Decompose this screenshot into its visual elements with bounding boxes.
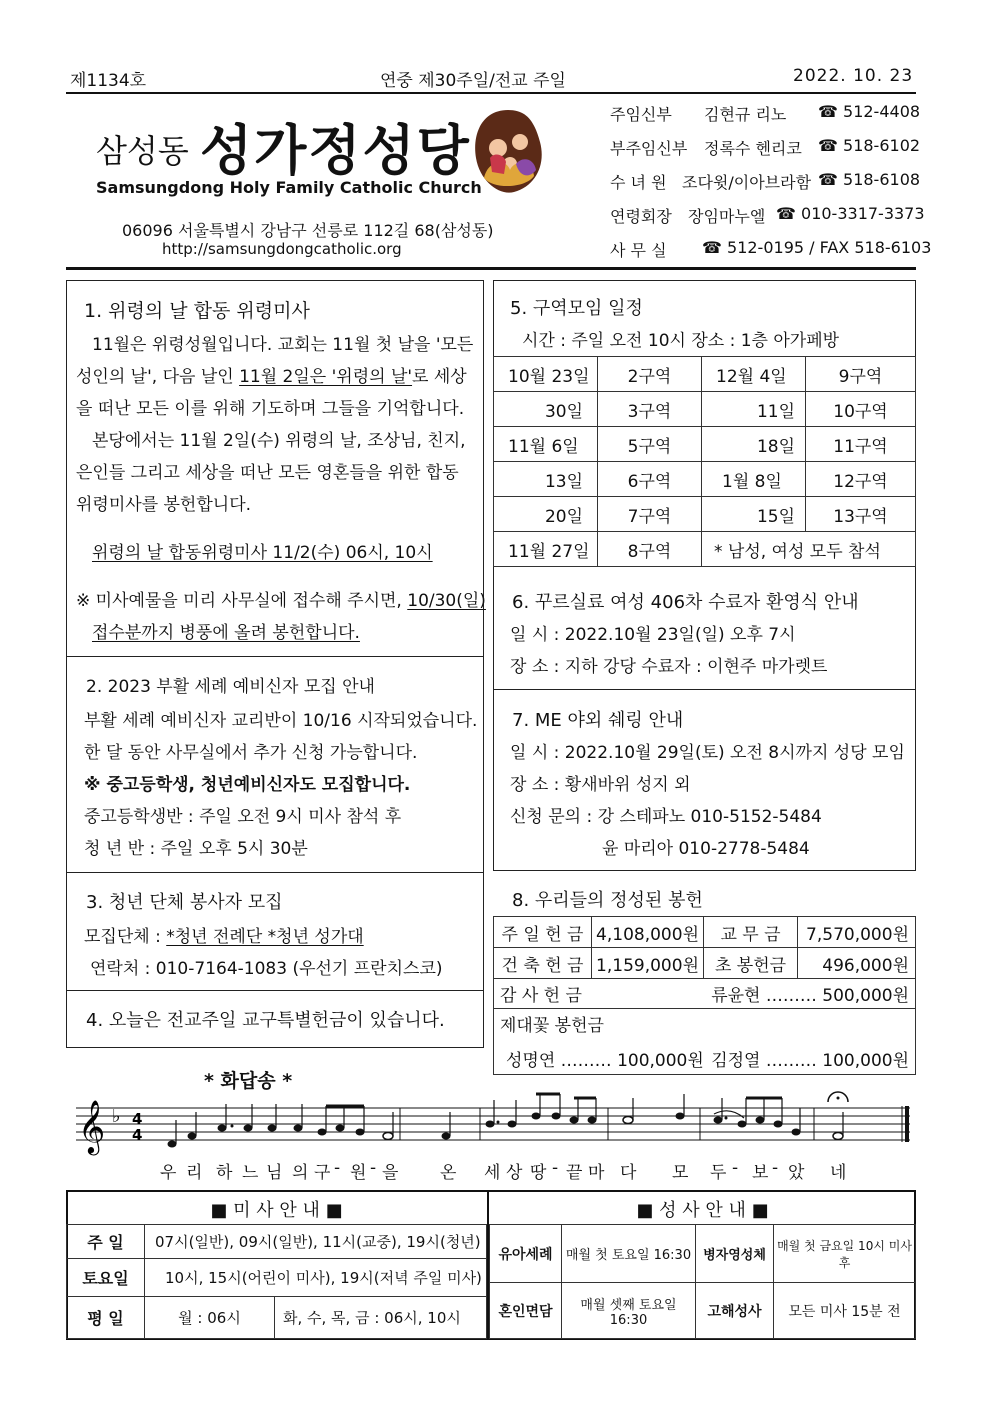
s1-line [76,362,467,387]
sched-date: 18일 [702,427,806,462]
sched-date: 11일 [702,392,806,427]
s2-line: 한 달 동안 사무실에서 추가 신청 가능합니다. [84,743,418,763]
mass-times: 07시(일반), 09시(일반), 11시(교중), 19시(청년) [145,1225,487,1259]
contact-role: 연령회장 [610,207,672,226]
s3-recruit-label: 모집단체 : [84,927,167,947]
sacrament-info-title: ■ 성 사 안 내 ■ [636,1200,769,1221]
s1-note-date: 10/30(일) [407,591,486,611]
offering-label: 주 일 헌 금 [494,917,592,948]
s5-time-place: 시간 : 주일 오전 10시 장소 : 1층 아가페방 [522,331,840,351]
sched-date: 30일 [494,392,598,427]
contact-name: 김현규 리노 [704,105,787,124]
contact-phone: ☎ 010-3317-3373 [776,204,925,223]
s1-text: 로 세상 [412,367,467,387]
sched-note: * 남성, 여성 모두 참석 [702,532,916,567]
section-8-title: 8. 우리들의 정성된 봉헌 [512,890,703,911]
offering-amount: 496,000원 [798,948,916,979]
lyric-syllable: - [732,1158,739,1178]
church-name-small: 삼성동 [96,132,189,170]
church-address: 06096 서울특별시 강남구 선릉로 112길 68(삼성동) [122,221,494,240]
lyric-syllable: 땅 [530,1163,547,1183]
s2-line: 중고등학생반 : 주일 오전 9시 미사 참석 후 [84,807,402,827]
sacrament-label: 유아세례 [490,1225,562,1283]
district-schedule [493,356,916,567]
flower-value: 성명연 ……… 100,000원 [506,1051,704,1071]
contact-name: 장임마누엘 [688,207,766,226]
sched-district: 3구역 [598,392,702,427]
thanks-value: 류윤현 ……… 500,000원 [711,986,909,1006]
lyric-syllable: 하 [216,1163,233,1183]
lyric-syllable: - [334,1158,341,1178]
sched-date: 20일 [494,497,598,532]
lyric-syllable: 원 [350,1163,367,1183]
sched-district: 5구역 [598,427,702,462]
issue-date: 2022. 10. 23 [793,66,914,86]
sched-district: 9구역 [806,357,916,392]
thanks-label: 감 사 헌 금 [500,986,582,1006]
s1-note-line2: 접수분까지 병풍에 올려 봉헌합니다. [92,623,360,643]
s1-line: 위령미사를 봉헌합니다. [76,495,252,515]
offering-label: 건 축 헌 금 [494,948,592,979]
contact-phone: ☎ 512-4408 [818,102,921,121]
sched-date: 10월 23일 [494,357,598,392]
contact-role: 주임신부 [610,105,672,124]
s3-contact: 연락처 : 010-7164-1083 (우선기 프란치스코) [90,959,443,979]
flower-label: 제대꽃 봉헌금 [500,1016,604,1036]
s1-line: 을 떠난 모든 이를 위해 기도하며 그들을 기억합니다. [76,399,465,419]
contact-role: 사 무 실 [610,241,667,260]
s1-line: 11월은 위령성월입니다. 교회는 11월 첫 날을 '모든 [92,335,474,355]
sched-date: 12월 4일 [702,357,806,392]
mass-label: 토요일 [67,1259,145,1297]
svg-text:♭: ♭ [112,1106,121,1127]
flower-value: 김정열 ……… 100,000원 [711,1051,909,1071]
contact-role: 부주임신부 [610,139,688,158]
contact-name: 정록수 헨리코 [704,139,802,158]
lyric-syllable: 우 [160,1163,177,1183]
offering-amount: 7,570,000원 [798,917,916,948]
contact-phone: ☎ 518-6102 [818,136,921,155]
s2-line: ※ 중고등학생, 청년예비신자도 모집합니다. [84,775,411,795]
lyric-syllable: 의 [292,1163,309,1183]
church-name-english: Samsungdong Holy Family Catholic Church [96,178,482,197]
lyric-syllable: 상 [506,1163,523,1183]
svg-text:𝄞: 𝄞 [78,1099,106,1153]
s7-line: 장 소 : 황새바위 성지 외 [510,775,691,795]
mass-schedule-table [66,1224,487,1339]
flower-values [500,1046,909,1071]
lyric-syllable: 세 [484,1163,501,1183]
contact-name: 조다윗/이아브라함 [682,173,812,192]
s1-text: 성인의 날', 다음 날인 [76,367,240,387]
thanks-offering-row [494,979,916,1009]
mass-info-title: ■ 미 사 안 내 ■ [210,1200,343,1221]
divider [66,872,484,873]
hymn-title: * 화답송 * [204,1070,293,1092]
sched-district: 13구역 [806,497,916,532]
sched-date: 13일 [494,462,598,497]
sacrament-label: 병자영성체 [696,1225,774,1283]
sched-district: 11구역 [806,427,916,462]
hymn-lyrics [70,1158,916,1184]
s1-line: 본당에서는 11월 2일(수) 위령의 날, 조상님, 친지, [92,431,466,451]
mass-label: 평 일 [67,1297,145,1339]
sacrament-time: 매월 첫 토요일 16:30 [562,1225,696,1283]
sched-district: 2구역 [598,357,702,392]
s1-note [76,586,486,611]
lyric-syllable: 리 [186,1163,203,1183]
s2-line: 부활 세례 예비신자 교리반이 10/16 시작되었습니다. [84,711,478,731]
lyric-syllable: 마 [588,1163,605,1183]
sched-district: 10구역 [806,392,916,427]
s7-line: 신청 문의 : 강 스테파노 010-5152-5484 [510,807,822,827]
sacrament-time: 모든 미사 15분 전 [774,1283,916,1339]
mass-times: 10시, 15시(어린이 미사), 19시(저녁 주일 미사) [145,1259,487,1297]
header-rule [66,92,916,94]
flower-offering-row [494,1009,916,1075]
sacrament-time: 매월 셋째 토요일 16:30 [562,1283,696,1339]
church-url[interactable]: http://samsungdongcatholic.org [162,240,402,258]
church-name: 성가정성당 [200,119,471,182]
sched-date: 15일 [702,497,806,532]
lyric-syllable: 다 [620,1163,637,1183]
section-7-title: 7. ME 야외 쉐링 안내 [512,710,684,731]
s1-highlight: 11월 2일은 '위령의 날' [239,367,413,387]
header-bottom-rule [66,267,916,270]
lyric-syllable: 끝 [566,1163,583,1183]
lyric-syllable: - [370,1158,377,1178]
s3-recruit-value: *청년 전례단 *청년 성가대 [166,927,364,947]
sacrament-label: 혼인면담 [490,1283,562,1339]
s7-line: 일 시 : 2022.10월 29일(토) 오전 8시까지 성당 모임 [510,743,905,763]
lyric-syllable: 았 [788,1163,805,1183]
section-1-title: 1. 위령의 날 합동 위령미사 [84,300,310,322]
lyric-syllable: 님 [266,1163,283,1183]
lyric-syllable: 네 [830,1163,847,1183]
offering-label: 초 봉헌금 [704,948,798,979]
sched-date: 1월 8일 [702,462,806,497]
section-3-title: 3. 청년 단체 봉사자 모집 [86,892,283,913]
sched-district: 7구역 [598,497,702,532]
sched-district: 12구역 [806,462,916,497]
s1-line: 은인들 그리고 세상을 떠난 모든 영혼들을 위한 합동 [76,463,459,483]
section-5-title: 5. 구역모임 일정 [510,298,643,319]
lyric-syllable: 두 [710,1163,727,1183]
lyric-syllable: 을 [382,1163,399,1183]
svg-text:4: 4 [132,1110,143,1128]
section-2-title: 2. 2023 부활 세례 예비신자 모집 안내 [86,677,375,697]
lyric-syllable: 보 [752,1163,769,1183]
music-staff [70,1086,916,1158]
sunday-title: 연중 제30주일/전교 주일 [380,71,566,91]
lyric-syllable: 구 [314,1163,331,1183]
svg-text:4: 4 [132,1126,143,1144]
offering-amount: 1,159,000원 [592,948,704,979]
sched-district: 6구역 [598,462,702,497]
s1-note-text: ※ 미사예물을 미리 사무실에 접수해 주시면, [76,591,408,611]
lyric-syllable: 온 [440,1163,457,1183]
offering-label: 교 무 금 [704,917,798,948]
s6-line: 장 소 : 지하 강당 수료자 : 이현주 마가렛트 [510,657,828,677]
sacrament-time: 매월 첫 금요일 10시 미사 후 [774,1225,916,1283]
section-6-title: 6. 꾸르실료 여성 406차 수료자 환영식 안내 [512,592,859,613]
mass-times: 월 : 06시 [145,1297,275,1339]
s2-line: 청 년 반 : 주일 오후 5시 30분 [84,839,308,859]
divider [66,990,484,991]
lyric-syllable: 모 [672,1163,689,1183]
issue-number: 제1134호 [70,71,147,91]
lyric-syllable: - [552,1158,559,1178]
sched-date: 11월 6일 [494,427,598,462]
sched-date: 11월 27일 [494,532,598,567]
mass-times: 화, 수, 목, 금 : 06시, 10시 [275,1297,487,1339]
s6-line: 일 시 : 2022.10월 23일(일) 오후 7시 [510,625,796,645]
section-4-title: 4. 오늘은 전교주일 교구특별헌금이 있습니다. [86,1010,445,1031]
mass-label: 주 일 [67,1225,145,1259]
sacrament-label: 고해성사 [696,1283,774,1339]
offering-table [493,916,916,1075]
sched-district: 8구역 [598,532,702,567]
offering-amount: 4,108,000원 [592,917,704,948]
contact-phone: ☎ 518-6108 [818,170,921,189]
contact-phone: ☎ 512-0195 / FAX 518-6103 [702,238,932,257]
contact-role: 수 녀 원 [610,173,667,192]
s3-recruit [84,922,364,947]
lyric-syllable: 느 [242,1163,259,1183]
lyric-syllable: - [772,1158,779,1178]
sacrament-table [489,1224,916,1339]
divider [66,656,484,657]
s7-line: 윤 마리아 010-2778-5484 [602,839,810,859]
s1-mass-times: 위령의 날 합동위령미사 11/2(수) 06시, 10시 [92,543,433,563]
